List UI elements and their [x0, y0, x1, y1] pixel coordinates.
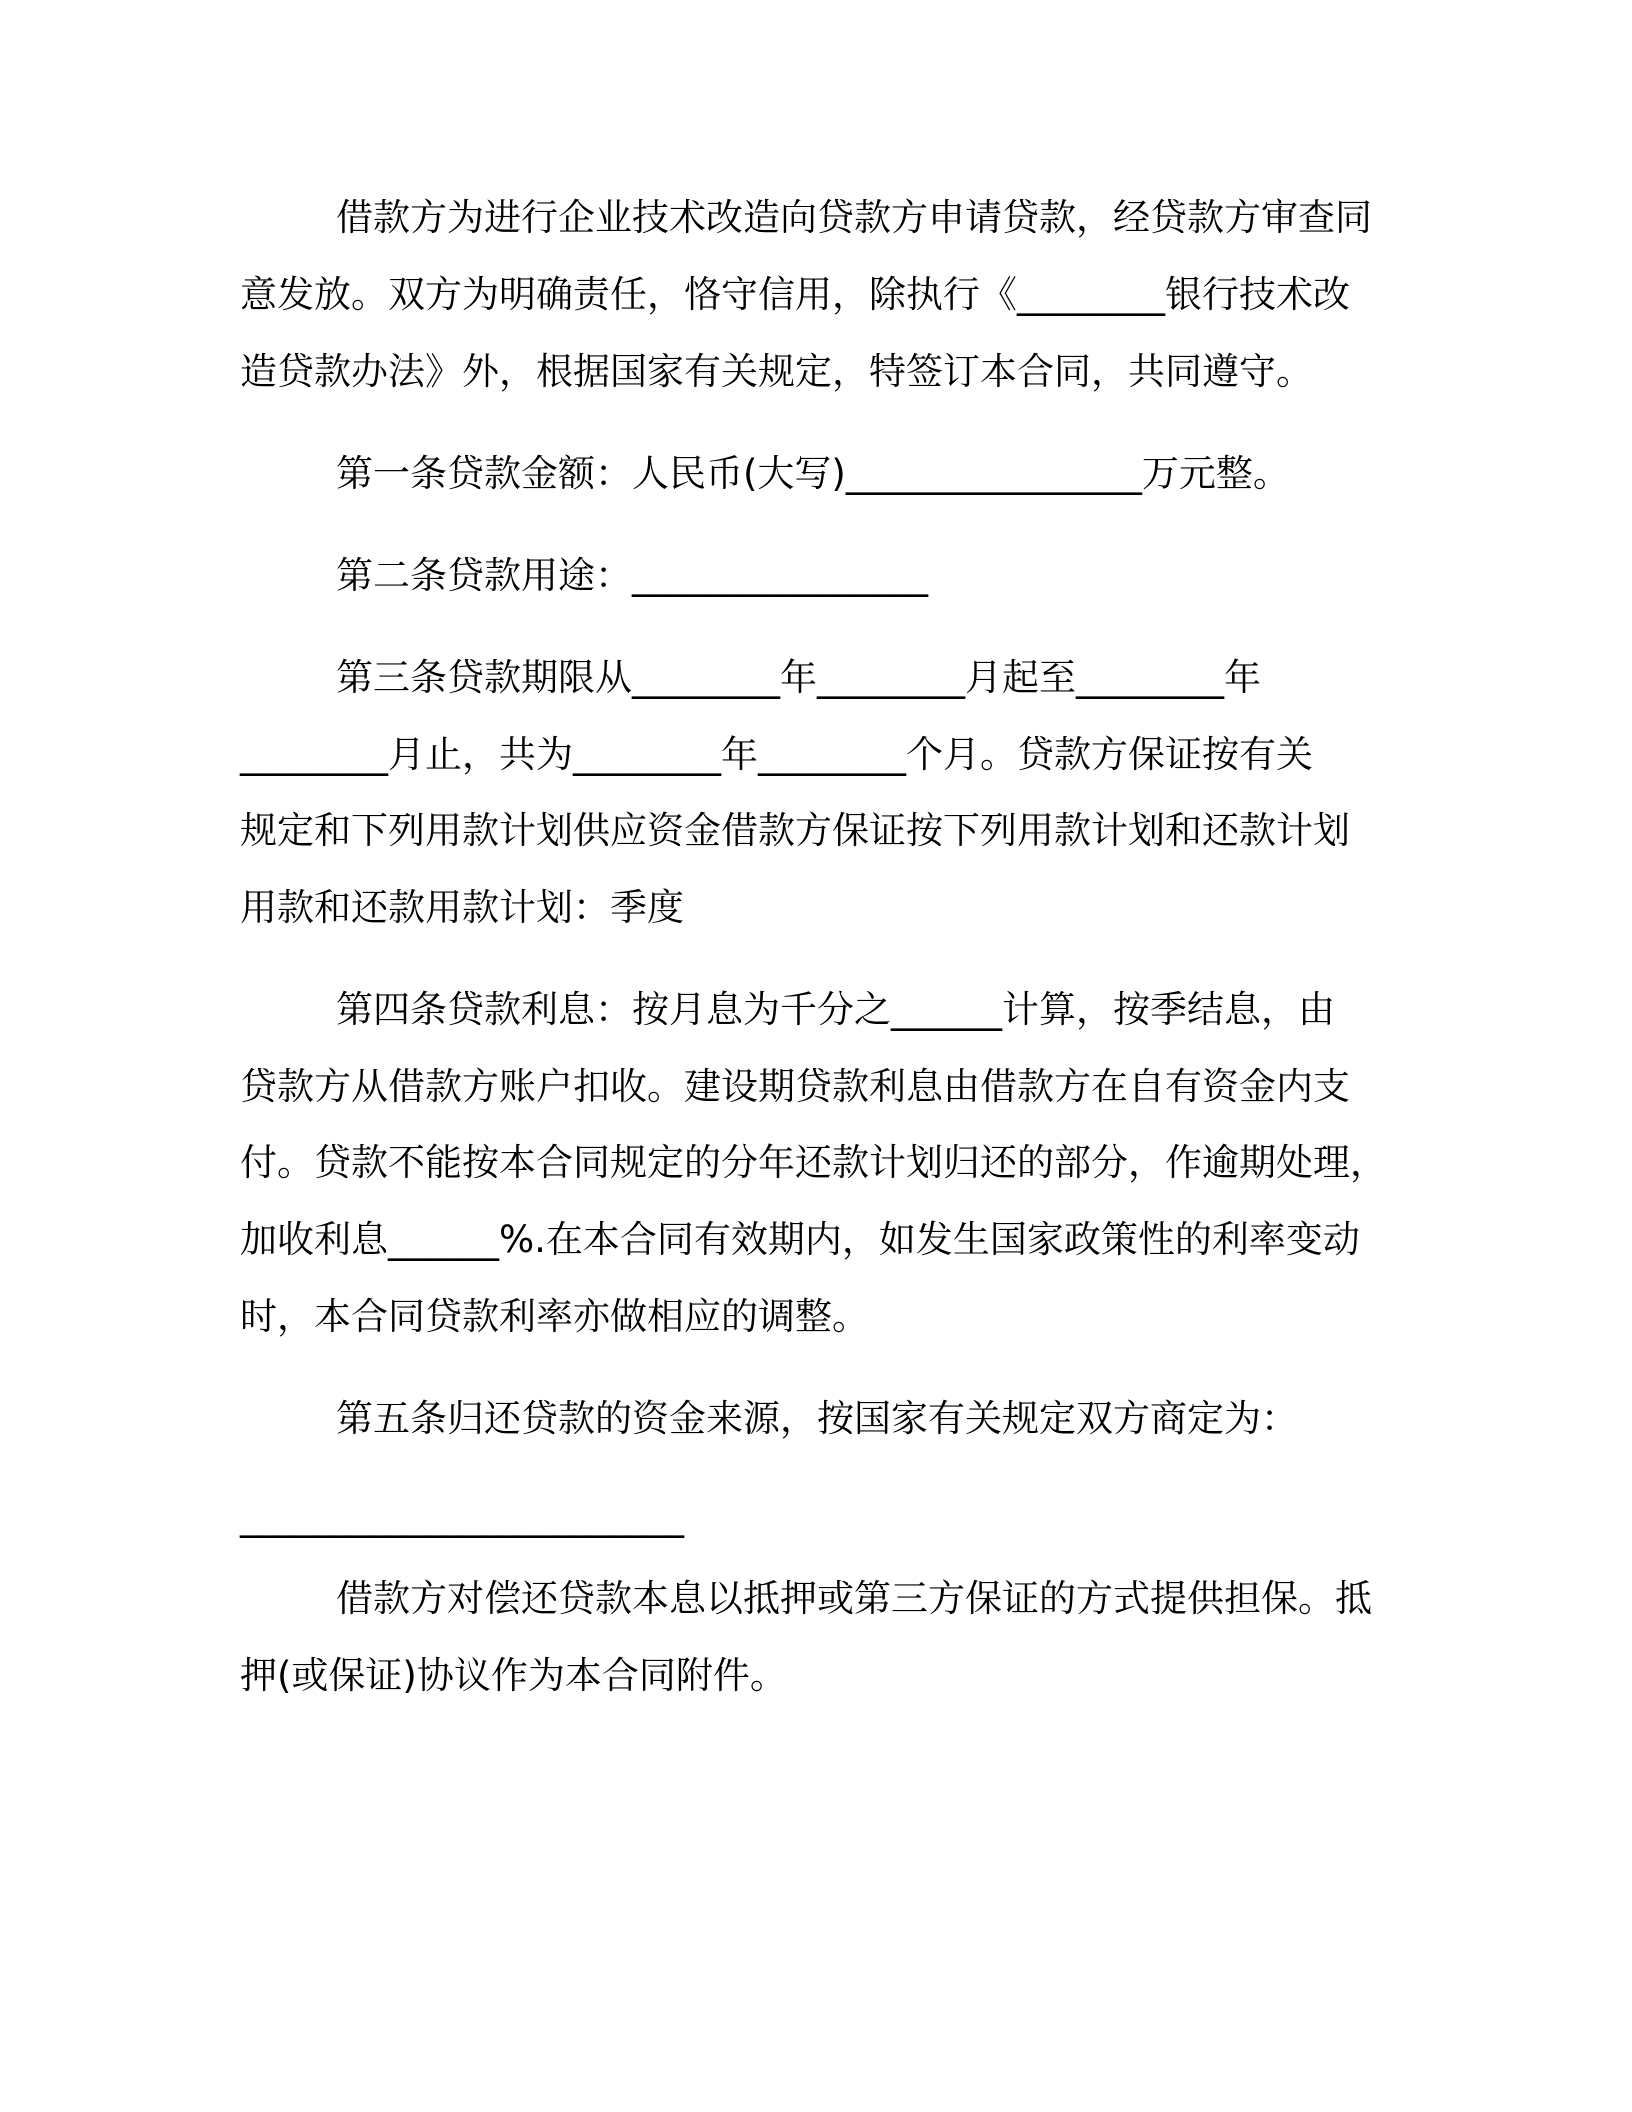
guarantee-line-2: 押(或保证)协议作为本合同附件。 [240, 1654, 787, 1697]
paragraph-intro-line-1: 借款方为进行企业技术改造向贷款方申请贷款，经贷款方审查同 [336, 196, 1372, 239]
article-4-line-5: 时，本合同贷款利率亦做相应的调整。 [240, 1295, 869, 1338]
article-3-line-4: 用款和还款用款计划：季度 [240, 886, 684, 929]
article-1-line-1: 第一条贷款金额：人民币(大写)________________万元整。 [336, 452, 1290, 495]
guarantee-line-1: 借款方对偿还贷款本息以抵押或第三方保证的方式提供担保。抵 [336, 1577, 1372, 1620]
article-3-line-2: ________月止，共为________年________个月。贷款方保证按有关 [240, 733, 1313, 776]
article-4-line-1: 第四条贷款利息：按月息为千分之______计算，按季结息，由 [336, 988, 1335, 1031]
article-4-line-3: 付。贷款不能按本合同规定的分年还款计划归还的部分，作逾期处理， [240, 1141, 1387, 1184]
article-4-line-2: 贷款方从借款方账户扣收。建设期贷款利息由借款方在自有资金内支 [240, 1065, 1350, 1108]
article-3-line-1: 第三条贷款期限从________年________月起至________年 [336, 656, 1261, 699]
article-2-line-1: 第二条贷款用途：________________ [336, 554, 928, 597]
article-5-blank-line: ________________________ [240, 1495, 684, 1538]
paragraph-intro-line-2: 意发放。双方为明确责任，恪守信用，除执行《________银行技术改 [240, 273, 1350, 316]
article-3-line-3: 规定和下列用款计划供应资金借款方保证按下列用款计划和还款计划 [240, 809, 1350, 852]
paragraph-intro-line-3: 造贷款办法》外，根据国家有关规定，特签订本合同，共同遵守。 [240, 350, 1313, 393]
article-4-line-4: 加收利息______%.在本合同有效期内，如发生国家政策性的利率变动 [240, 1218, 1360, 1261]
article-5-line-1: 第五条归还贷款的资金来源，按国家有关规定双方商定为： [336, 1397, 1298, 1440]
